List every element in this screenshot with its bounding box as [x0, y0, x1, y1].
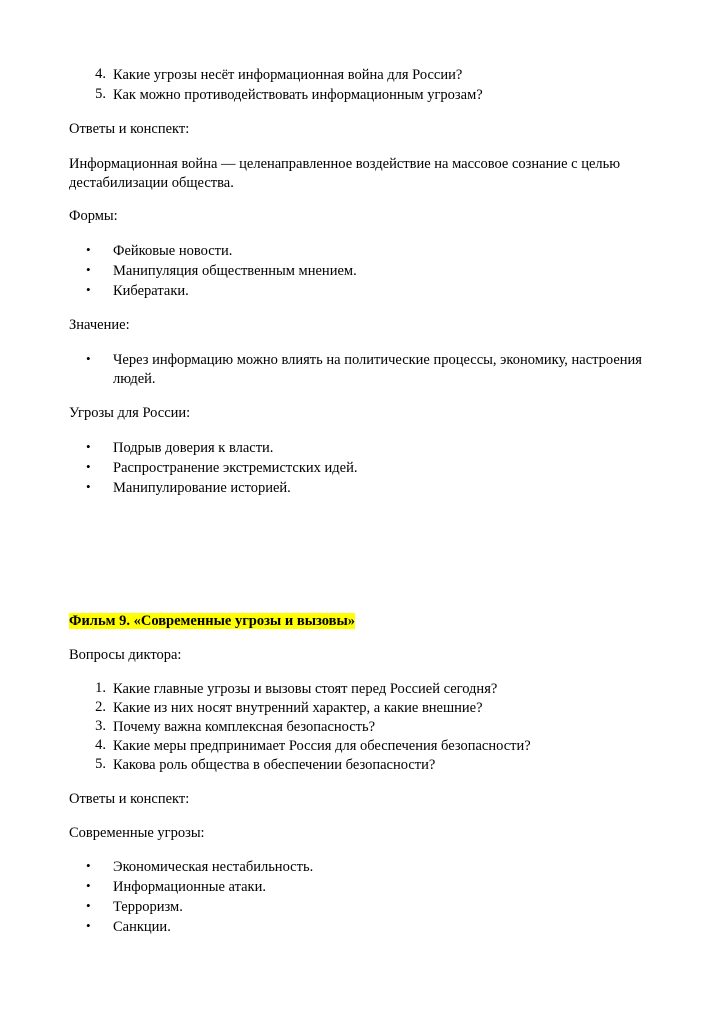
list-item: Подрыв доверия к власти.	[113, 440, 274, 456]
bullet-icon: •	[86, 858, 91, 873]
bullet-icon: •	[86, 918, 91, 933]
list-item: Информационные атаки.	[113, 879, 266, 895]
section-heading	[69, 612, 355, 631]
highlighted-heading: Фильм 9. «Современные угрозы и вызовы»	[69, 613, 356, 629]
question-item: Какова роль общества в обеспечении безопасности?	[113, 757, 436, 773]
modern-threats-label: Современные угрозы:	[69, 825, 205, 841]
list-item: Санкции.	[113, 919, 171, 935]
list-number: 4.	[95, 66, 106, 82]
list-number: 1.	[95, 680, 106, 696]
list-item: Манипулирование историей.	[113, 480, 291, 496]
definition-line: дестабилизации общества.	[69, 175, 234, 191]
question-item: Какие из них носят внутренний характер, а какие внешние?	[113, 700, 483, 716]
bullet-icon: •	[86, 898, 91, 913]
question-item: Какие главные угрозы и вызовы стоят перед Россией сегодня?	[113, 681, 498, 697]
answers-label: Ответы и конспект:	[69, 791, 190, 807]
list-number: 5.	[95, 756, 106, 772]
bullet-icon: •	[86, 878, 91, 893]
bullet-icon: •	[86, 479, 91, 494]
bullet-icon: •	[86, 459, 91, 474]
answers-label: Ответы и конспект:	[69, 121, 190, 137]
list-number: 2.	[95, 699, 106, 715]
list-number: 5.	[95, 86, 106, 102]
list-item: Экономическая нестабильность.	[113, 859, 314, 875]
threats-label: Угрозы для России:	[69, 405, 191, 421]
bullet-icon: •	[86, 439, 91, 454]
list-item-continuation: людей.	[113, 371, 156, 387]
forms-label: Формы:	[69, 208, 118, 224]
questions-label: Вопросы диктора:	[69, 647, 182, 663]
list-number: 4.	[95, 737, 106, 753]
list-item: Терроризм.	[113, 899, 183, 915]
list-item: Кибератаки.	[113, 283, 189, 299]
question-item: Почему важна комплексная безопасность?	[113, 719, 376, 735]
question-item: Какие меры предпринимает Россия для обеспечения безопасности?	[113, 738, 531, 754]
bullet-icon: •	[86, 242, 91, 257]
bullet-icon: •	[86, 262, 91, 277]
list-item: Фейковые новости.	[113, 243, 233, 259]
list-item: Манипуляция общественным мнением.	[113, 263, 357, 279]
list-item: Распространение экстремистских идей.	[113, 460, 358, 476]
list-item: Через информацию можно влиять на политические процессы, экономику, настроения	[113, 352, 642, 368]
bullet-icon: •	[86, 282, 91, 297]
definition-line: Информационная война — целенаправленное воздействие на массовое сознание с целью	[69, 156, 621, 172]
question-item: Какие угрозы несёт информационная война для России?	[113, 67, 463, 83]
list-number: 3.	[95, 718, 106, 734]
question-item: Как можно противодействовать информационным угрозам?	[113, 87, 483, 103]
bullet-icon: •	[86, 351, 91, 366]
meaning-label: Значение:	[69, 317, 130, 333]
